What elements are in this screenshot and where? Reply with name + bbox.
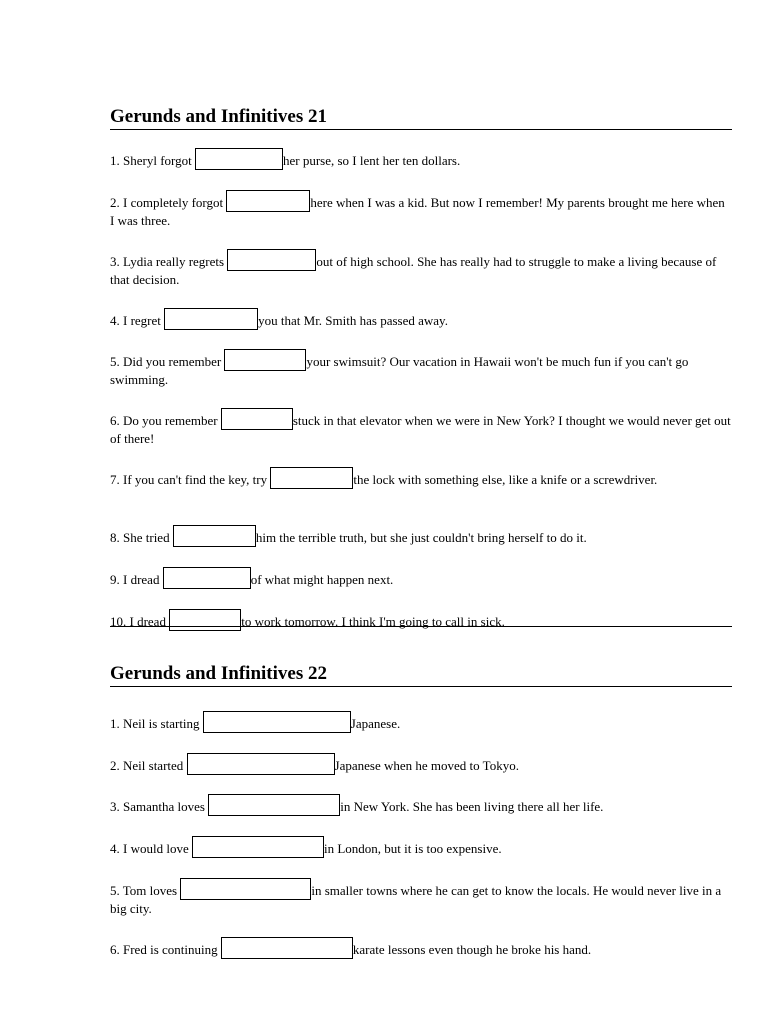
answer-blank[interactable] [221, 937, 353, 959]
question-item [110, 525, 732, 547]
question-item [110, 408, 732, 447]
question-item [110, 349, 732, 388]
question-item [110, 794, 732, 816]
answer-blank[interactable] [180, 878, 311, 900]
question-text: 2. I completely forgot [110, 195, 227, 210]
question-text: out of high school. She has really had to struggle to make a living because of that decision. [110, 254, 717, 287]
question-text: 3. Lydia really regrets [110, 254, 228, 269]
question-text: 2. Neil started [110, 758, 187, 773]
answer-blank[interactable] [173, 525, 256, 547]
answer-blank[interactable] [226, 190, 310, 212]
question-text: 10. I dread [110, 614, 170, 629]
question-text: Japanese when he moved to Tokyo. [334, 758, 519, 773]
answer-blank[interactable] [270, 467, 353, 489]
answer-blank[interactable] [169, 609, 241, 631]
answer-blank[interactable] [221, 408, 293, 430]
question-item [110, 753, 732, 775]
question-text: 5. Tom loves [110, 883, 181, 898]
question-text: 5. Did you remember [110, 354, 225, 369]
question-text: stuck in that elevator when we were in New York? I thought we would never get out of there! [110, 413, 731, 446]
answer-blank[interactable] [224, 349, 306, 371]
question-text: 3. Samantha loves [110, 799, 209, 814]
answer-blank[interactable] [192, 836, 324, 858]
question-item [110, 937, 732, 959]
answer-blank[interactable] [187, 753, 335, 775]
section-22 [110, 663, 732, 957]
section-title: Gerunds and Infinitives 22 [110, 663, 732, 687]
answer-blank[interactable] [203, 711, 351, 733]
section-21 [110, 106, 732, 629]
question-item [110, 609, 732, 631]
question-text: in New York. She has been living there all her life. [340, 799, 604, 814]
question-text: her purse, so I lent her ten dollars. [282, 153, 461, 168]
question-text: in London, but it is too expensive. [323, 841, 502, 856]
question-text: here when I was a kid. But now I remember! My parents brought me here when I was three. [110, 195, 725, 228]
question-item [110, 711, 732, 733]
question-item [110, 567, 732, 589]
question-text: karate lessons even though he broke his hand. [352, 942, 592, 957]
question-text: 4. I would love [110, 841, 192, 856]
question-text: 4. I regret [110, 313, 165, 328]
answer-blank[interactable] [208, 794, 340, 816]
question-item [110, 148, 732, 170]
question-text: 8. She tried [110, 530, 173, 545]
answer-blank[interactable] [195, 148, 283, 170]
question-item [110, 467, 732, 489]
question-text: Japanese. [350, 716, 401, 731]
question-text: you that Mr. Smith has passed away. [258, 313, 448, 328]
answer-blank[interactable] [163, 567, 251, 589]
question-item [110, 190, 732, 229]
question-item [110, 308, 732, 330]
answer-blank[interactable] [164, 308, 258, 330]
question-item [110, 249, 732, 288]
question-text: of what might happen next. [250, 572, 394, 587]
question-text: 1. Neil is starting [110, 716, 203, 731]
question-item [110, 878, 732, 917]
question-text: the lock with something else, like a knife or a screwdriver. [353, 472, 658, 487]
question-text: to work tomorrow. I think I'm going to call in sick. [241, 614, 505, 629]
section-divider [110, 626, 732, 627]
section-title: Gerunds and Infinitives 21 [110, 106, 732, 130]
question-text: 9. I dread [110, 572, 163, 587]
question-text: your swimsuit? Our vacation in Hawaii won't be much fun if you can't go swimming. [110, 354, 689, 387]
question-text: 6. Do you remember [110, 413, 221, 428]
question-item [110, 836, 732, 858]
answer-blank[interactable] [227, 249, 316, 271]
question-text: 1. Sheryl forgot [110, 153, 195, 168]
question-text: in smaller towns where he can get to know the locals. He would never live in a big city. [110, 883, 722, 916]
question-text: 6. Fred is continuing [110, 942, 221, 957]
question-text: him the terrible truth, but she just couldn't bring herself to do it. [255, 530, 587, 545]
question-text: 7. If you can't find the key, try [110, 472, 271, 487]
